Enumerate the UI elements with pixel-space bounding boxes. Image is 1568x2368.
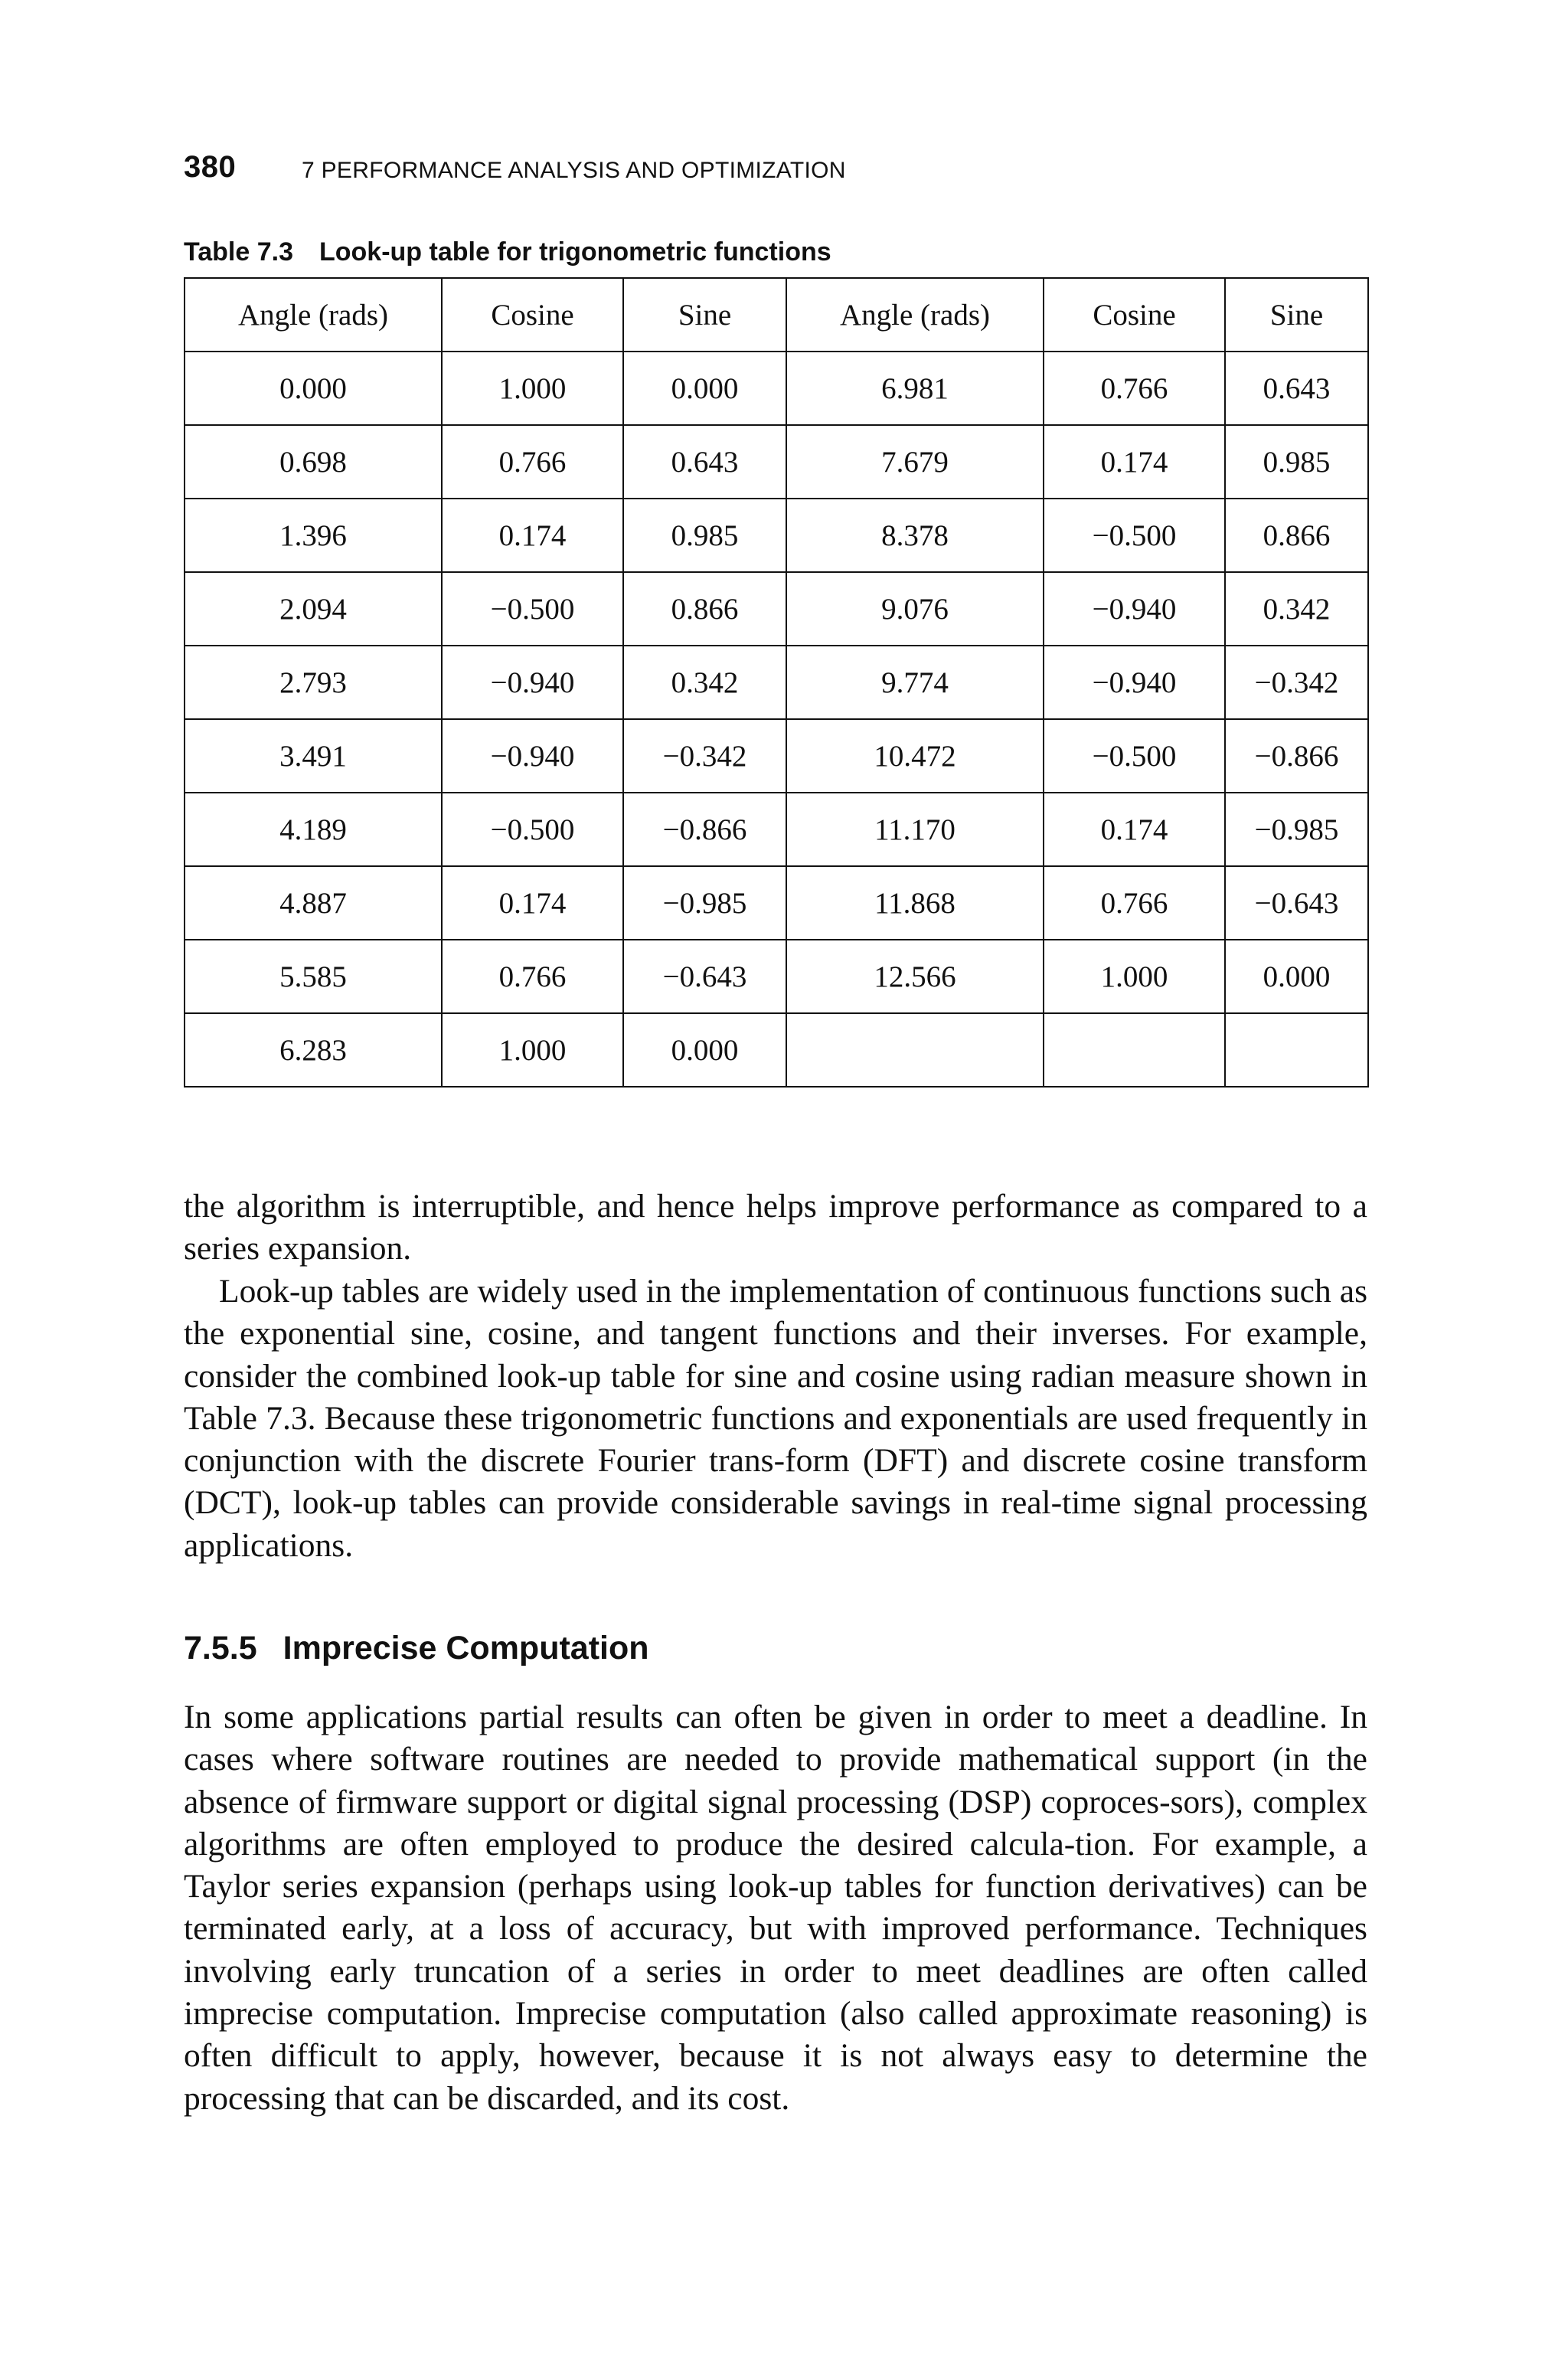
- table-row: [185, 352, 1368, 425]
- table-cell: −0.342: [1225, 646, 1368, 719]
- section-number: 7.5.5: [184, 1630, 257, 1666]
- table-cell: 0.866: [1225, 499, 1368, 572]
- table-cell: 0.000: [185, 352, 442, 425]
- table-cell: −0.342: [623, 719, 786, 793]
- table-cell: 11.868: [786, 866, 1044, 940]
- table-row: [185, 866, 1368, 940]
- table-cell: −0.500: [442, 572, 623, 646]
- table-cell: −0.940: [1044, 646, 1225, 719]
- table-row: [185, 425, 1368, 499]
- table-cell: 0.000: [623, 352, 786, 425]
- column-header: Angle (rads): [786, 278, 1044, 352]
- section-heading: [184, 1630, 649, 1667]
- table-cell: 4.189: [185, 793, 442, 866]
- table-cell: 0.766: [1044, 352, 1225, 425]
- section-title: Imprecise Computation: [283, 1630, 649, 1666]
- table-cell: 0.342: [1225, 572, 1368, 646]
- table-cell: −0.940: [442, 646, 623, 719]
- table-cell: 0.174: [442, 499, 623, 572]
- table-cell: 0.643: [623, 425, 786, 499]
- column-header: Cosine: [442, 278, 623, 352]
- table-cell: [1225, 1013, 1368, 1087]
- table-row: [185, 1013, 1368, 1087]
- table-cell: 0.000: [623, 1013, 786, 1087]
- table-row: [185, 646, 1368, 719]
- table-cell: −0.985: [1225, 793, 1368, 866]
- table-cell: 0.174: [1044, 425, 1225, 499]
- column-header: Sine: [1225, 278, 1368, 352]
- table-cell: −0.940: [442, 719, 623, 793]
- table-cell: 5.585: [185, 940, 442, 1013]
- column-header: Angle (rads): [185, 278, 442, 352]
- table-cell: 0.985: [1225, 425, 1368, 499]
- table-cell: 4.887: [185, 866, 442, 940]
- table-cell: 0.985: [623, 499, 786, 572]
- table-cell: 1.396: [185, 499, 442, 572]
- table-cell: 3.491: [185, 719, 442, 793]
- table-cell: 0.174: [442, 866, 623, 940]
- table-header-row: [185, 278, 1368, 352]
- page-number: 380: [184, 150, 237, 184]
- table-row: [185, 572, 1368, 646]
- table-caption-title: Look-up table for trigonometric functions: [319, 237, 831, 267]
- table-cell: 6.981: [786, 352, 1044, 425]
- table-cell: 1.000: [1044, 940, 1225, 1013]
- table-cell: 6.283: [185, 1013, 442, 1087]
- table-cell: 0.000: [1225, 940, 1368, 1013]
- table-cell: 1.000: [442, 352, 623, 425]
- paragraph-continuation: the algorithm is interruptible, and hence helps improve performance as compared to a series expansion.: [184, 1188, 1367, 1267]
- table-cell: 9.076: [786, 572, 1044, 646]
- table-cell: 0.766: [442, 940, 623, 1013]
- table-cell: 0.643: [1225, 352, 1368, 425]
- trig-lookup-table: [184, 277, 1369, 1088]
- table-cell: 0.766: [1044, 866, 1225, 940]
- column-header: Cosine: [1044, 278, 1225, 352]
- page-header: [184, 150, 1393, 196]
- table-cell: 12.566: [786, 940, 1044, 1013]
- table-cell: 2.793: [185, 646, 442, 719]
- table-cell: −0.500: [442, 793, 623, 866]
- table-row: [185, 940, 1368, 1013]
- table-cell: 2.094: [185, 572, 442, 646]
- table-cell: [1044, 1013, 1225, 1087]
- running-head: 7 PERFORMANCE ANALYSIS AND OPTIMIZATION: [302, 158, 846, 183]
- table-cell: −0.500: [1044, 719, 1225, 793]
- table-cell: 0.866: [623, 572, 786, 646]
- table-cell: −0.500: [1044, 499, 1225, 572]
- table-cell: −0.866: [1225, 719, 1368, 793]
- table-cell: −0.643: [623, 940, 786, 1013]
- table-cell: −0.866: [623, 793, 786, 866]
- table-cell: 9.774: [786, 646, 1044, 719]
- table-row: [185, 719, 1368, 793]
- table-cell: [786, 1013, 1044, 1087]
- table-cell: 8.378: [786, 499, 1044, 572]
- table-cell: 1.000: [442, 1013, 623, 1087]
- table-caption: [184, 237, 831, 267]
- table-cell: 11.170: [786, 793, 1044, 866]
- table-row: [185, 499, 1368, 572]
- table-cell: −0.643: [1225, 866, 1368, 940]
- table-caption-label: Table 7.3: [184, 237, 293, 267]
- paragraph-lookup-tables: Look-up tables are widely used in the implementation of continuous functions such as the exponential sine, cosine, and tangent functions and their inverses. For example, consider the combined look-up table for sine and cosine using radian measure shown in Table 7.3. Because these trigonometric functions and exponentials are used frequently in conjunction with the discrete Fourier trans-form (DFT) and discrete cosine transform (DCT), look-up tables can provide considerable savings in real-time signal processing applications.: [184, 1273, 1367, 1564]
- table-row: [185, 793, 1368, 866]
- paragraph-imprecise-computation: In some applications partial results can often be given in order to meet a deadline. In cases where software routines are needed to provide mathematical support (in the absence of firmware support or digital signal processing (DSP) coproces-sors), complex algorithms are often employed to produce the desired calcula-tion. For example, a Taylor series expansion (perhaps using look-up tables for function derivatives) can be terminated early, at a loss of accuracy, but with improved performance. Techniques involving early truncation of a series in order to meet deadlines are often called imprecise computation. Imprecise computation (also called approximate reasoning) is often difficult to apply, however, because it is not always easy to determine the processing that can be discarded, and its cost.: [184, 1699, 1367, 2117]
- table-cell: 7.679: [786, 425, 1044, 499]
- column-header: Sine: [623, 278, 786, 352]
- table-cell: −0.985: [623, 866, 786, 940]
- table-cell: 10.472: [786, 719, 1044, 793]
- table-cell: 0.174: [1044, 793, 1225, 866]
- table-cell: 0.766: [442, 425, 623, 499]
- table-cell: 0.698: [185, 425, 442, 499]
- table-cell: 0.342: [623, 646, 786, 719]
- table-cell: −0.940: [1044, 572, 1225, 646]
